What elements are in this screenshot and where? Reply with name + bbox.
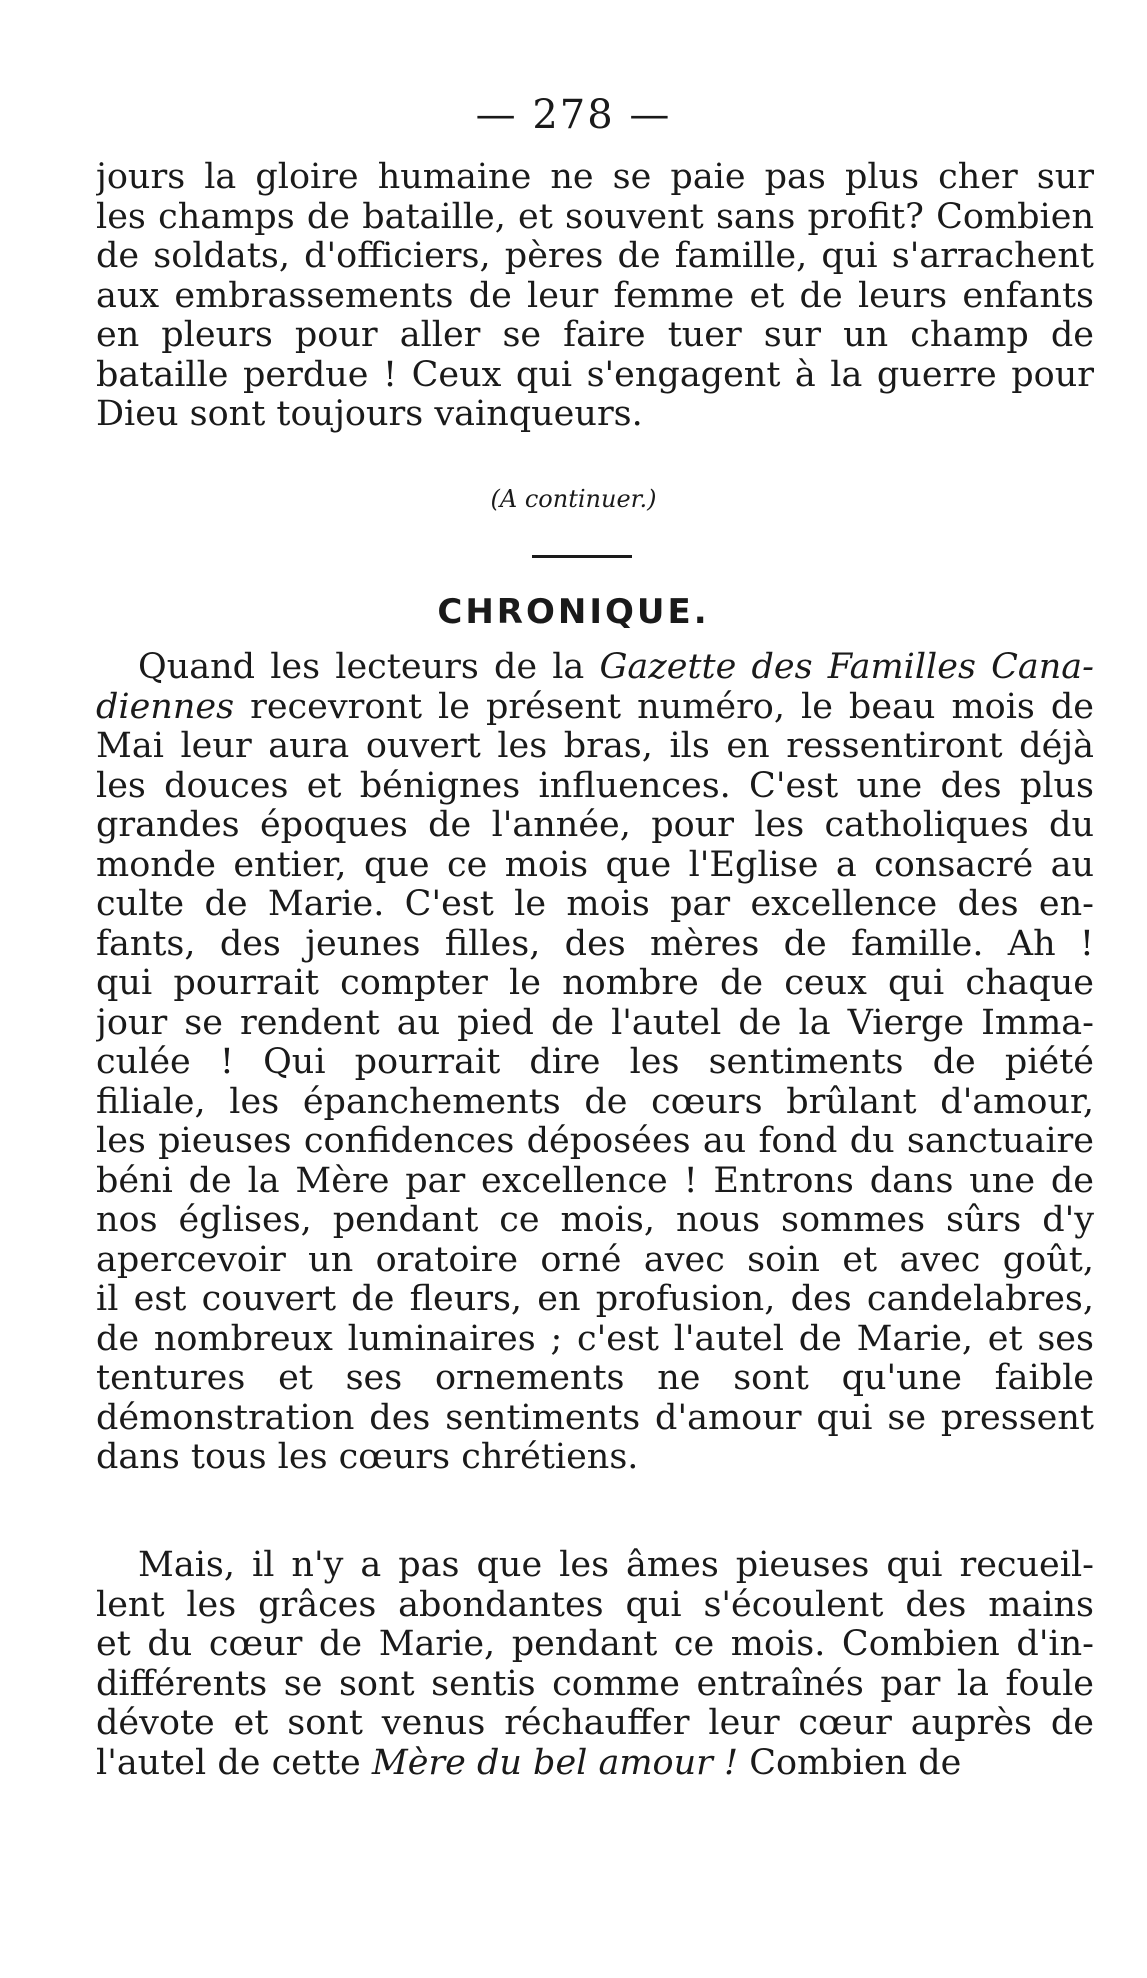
text-line: [96, 1122, 1094, 1162]
text-line: les champs de bataille, et souvent sans profit? Combien: [96, 197, 1094, 237]
text-line: [96, 727, 1094, 767]
page-number: — 278 —: [475, 92, 672, 138]
text-run: les douces et bénignes influences. C'est une des plus: [96, 766, 1094, 806]
to-be-continued-note: (A continuer.): [490, 485, 657, 513]
italic-text: Mère du bel amour !: [371, 1743, 739, 1783]
chronique-paragraph-1: [96, 648, 1094, 1478]
text-run: l'autel de cette: [96, 1743, 372, 1783]
text-run: filiale, les épanchements de cœurs brûlant d'amour,: [96, 1082, 1094, 1122]
text-line: [96, 1043, 1094, 1083]
text-run: recevront le présent numéro, le beau mois de: [234, 687, 1094, 727]
text-line: [96, 767, 1094, 807]
text-run: démonstration des sentiments d'amour qui se pressent: [96, 1398, 1094, 1438]
text-line: [96, 1162, 1094, 1202]
text-line: [96, 1625, 1094, 1665]
text-line: [96, 925, 1094, 965]
text-line: [96, 1438, 1094, 1478]
text-run: culte de Marie. C'est le mois par excellence des en-: [96, 885, 1094, 924]
text-run: qui pourrait compter le nombre de ceux qui chaque: [96, 964, 1094, 1003]
text-line: [96, 1280, 1094, 1320]
text-line: [96, 1744, 1094, 1784]
text-line: [96, 1004, 1094, 1044]
text-line: [96, 1359, 1094, 1399]
text-line: [96, 806, 1094, 846]
text-line: [96, 1399, 1094, 1439]
text-run: Quand les lecteurs de la: [138, 648, 600, 687]
text-run: jour se rendent au pied de l'autel de la Vierge Imma-: [96, 1003, 1094, 1043]
text-line: jours la gloire humaine ne se paie pas plus cher sur: [96, 158, 1094, 197]
section-title: CHRONIQUE.: [437, 592, 710, 632]
text-line: [96, 1704, 1094, 1744]
text-line: aux embrassements de leur femme et de leurs enfants: [96, 276, 1094, 316]
text-line: [96, 648, 1094, 688]
text-line: [96, 1665, 1094, 1705]
text-run: monde entier, que ce mois que l'Eglise a consacré au: [96, 845, 1094, 885]
text-run: Combien de: [738, 1743, 962, 1783]
text-line: [96, 1201, 1094, 1241]
chronique-paragraph-2: [96, 1546, 1094, 1783]
italic-text: diennes: [96, 687, 235, 727]
text-run: culée ! Qui pourrait dire les sentiments de piété: [96, 1043, 1094, 1082]
text-run: il est couvert de fleurs, en profusion, des candelabres,: [96, 1280, 1094, 1319]
text-run: Mais, il n'y a pas que les âmes pieuses qui recueil-: [138, 1546, 1094, 1585]
text-line: Dieu sont toujours vainqueurs.: [96, 395, 643, 434]
text-line: [96, 846, 1094, 886]
text-line: [96, 1320, 1094, 1360]
text-line: [96, 964, 1094, 1004]
text-run: et du cœur de Marie, pendant ce mois. Combien d'in-: [96, 1625, 1094, 1664]
text-line: bataille perdue ! Ceux qui s'engagent à la guerre pour: [96, 355, 1094, 395]
text-run: grandes époques de l'année, pour les catholiques du: [96, 806, 1094, 845]
text-line: [96, 1586, 1094, 1626]
text-run: lent les grâces abondantes qui s'écoulent des mains: [96, 1585, 1094, 1625]
text-run: dévote et sont venus réchauffer leur cœur auprès de: [96, 1704, 1094, 1743]
italic-text: Gazette des Familles Cana-: [599, 648, 1094, 687]
text-line: de soldats, d'officiers, pères de famille, qui s'arrachent: [96, 237, 1094, 276]
text-run: béni de la Mère par excellence ! Entrons dans une de: [96, 1161, 1094, 1201]
text-run: les pieuses confidences déposées au fond du sanctuaire: [96, 1122, 1094, 1161]
text-line: [96, 885, 1094, 925]
text-run: fants, des jeunes filles, des mères de famille. Ah !: [96, 924, 1094, 964]
text-run: différents se sont sentis comme entraînés par la foule: [96, 1664, 1094, 1704]
text-run: de nombreux luminaires ; c'est l'autel de Marie, et ses: [96, 1319, 1094, 1359]
text-line: [96, 1546, 1094, 1586]
section-divider: [532, 555, 632, 558]
text-line: [96, 1083, 1094, 1123]
paragraph-continued: [96, 158, 1094, 435]
text-line: en pleurs pour aller se faire tuer sur un champ de: [96, 316, 1094, 355]
text-run: apercevoir un oratoire orné avec soin et avec goût,: [96, 1240, 1094, 1280]
text-run: tentures et ses ornements ne sont qu'une faible: [96, 1359, 1094, 1398]
text-line: [96, 1241, 1094, 1281]
text-run: nos églises, pendant ce mois, nous sommes sûrs d'y: [96, 1201, 1094, 1240]
text-run: Mai leur aura ouvert les bras, ils en ressentiront déjà: [96, 727, 1094, 766]
text-line: [96, 688, 1094, 728]
text-run: dans tous les cœurs chrétiens.: [96, 1438, 639, 1477]
